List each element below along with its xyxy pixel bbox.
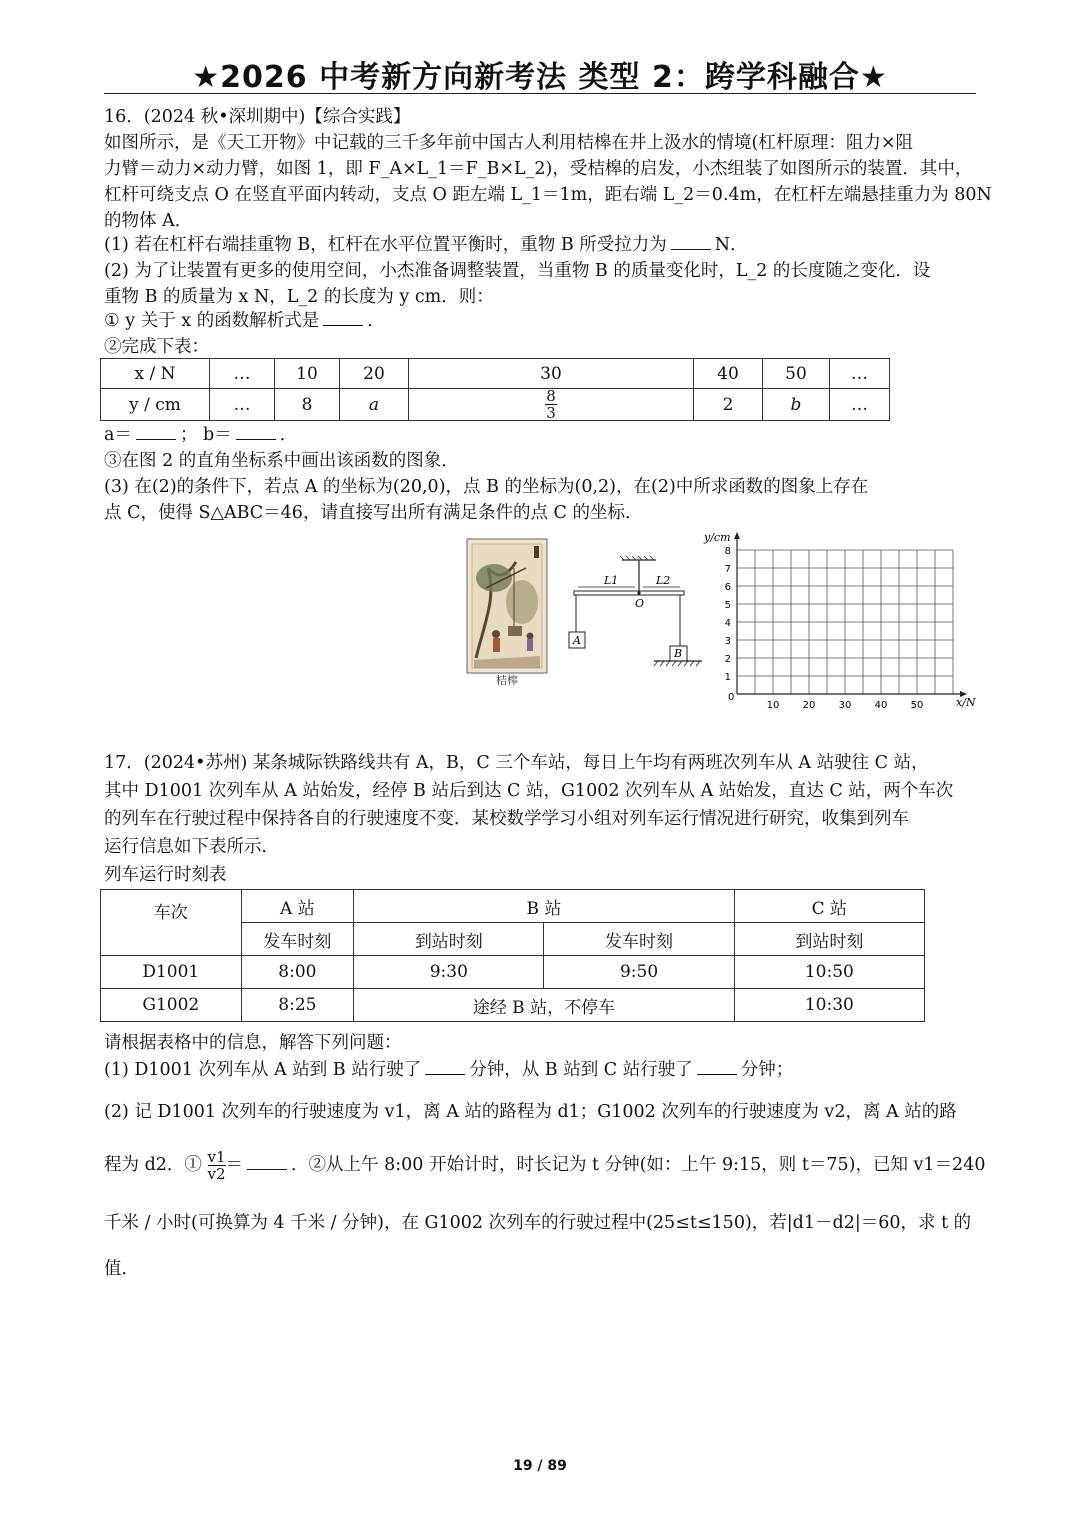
y-tick-label: 5 [724, 600, 731, 611]
q17-part2: (2) 记 D1001 次列车的行驶速度为 v1，离 A 站的路程为 d1；G1002 次列车的行驶速度为 v2，离 A 站的路 [104, 1102, 957, 1122]
painting-caption: 桔槔 [496, 674, 518, 687]
table-cell: G1002 [101, 989, 242, 1022]
y-tick-label: 8 [724, 546, 731, 557]
answer-blank-a[interactable] [136, 423, 176, 440]
q16-part3: 点 C，使得 S△ABC＝46，请直接写出所有满足条件的点 C 的坐标． [104, 503, 643, 523]
q17-part2-line4: 值． [104, 1259, 139, 1279]
page-number: 19 / 89 [513, 1458, 567, 1474]
weight-B-label: B [673, 647, 683, 660]
fraction-numerator: v1 [207, 1148, 226, 1166]
table-row [101, 890, 925, 923]
q16-text-line: 杠杆可绕支点 O 在竖直平面内转动，支点 O 距左端 L_1＝1m，距右端 L_2＝0.4m，在杠杆左端悬挂重力为 80N [104, 185, 992, 205]
table-header-a: A 站 [241, 890, 354, 923]
q16-part1-text: (1) 若在杠杆右端挂重物 B，杠杆在水平位置平衡时，重物 B 所受拉力为 [104, 235, 667, 255]
x-axis-label: x/N [956, 696, 976, 709]
equals-sign: ＝ [225, 1155, 244, 1175]
lever-label-L1: L1 [604, 574, 619, 587]
table-subheader: 发车时刻 [544, 923, 734, 956]
table-header-c: C 站 [734, 890, 924, 923]
lever-label-O: O [635, 597, 645, 610]
q16-sub1-text: ① y 关于 x 的函数解析式是 [104, 311, 320, 331]
q16-heading: 16．(2024 秋•深圳期中)【综合实践】 [104, 107, 411, 127]
fraction-numerator: 8 [546, 387, 556, 405]
table-subheader: 到站时刻 [734, 923, 924, 956]
q17-heading: 17．(2024•苏州) 某条城际铁路线共有 A，B，C 三个车站，每日上午均有两班次列车从 A 站驶往 C 站， [104, 753, 929, 773]
q16-part3: (3) 在(2)的条件下，若点 A 的坐标为(20,0)，点 B 的坐标为(0,2)，在(2)中所求函数的图象上存在 [104, 477, 869, 497]
table-header-train: 车次 [101, 890, 242, 956]
answer-blank[interactable] [697, 1058, 737, 1075]
v-ratio-fraction [207, 1150, 225, 1181]
q16-sub3: ③在图 2 的直角坐标系中画出该函数的图象． [104, 451, 459, 471]
y-axis-label: y/cm [704, 531, 731, 544]
table-cell: 9:50 [544, 956, 734, 989]
x-tick-label: 50 [910, 700, 924, 711]
x-tick-label: 10 [766, 700, 780, 711]
table-cell: … [210, 389, 275, 421]
lever-label-L2: L2 [656, 574, 671, 587]
table-header-b: B 站 [354, 890, 734, 923]
answer-blank[interactable] [425, 1058, 465, 1075]
q17-part2-line2 [104, 1148, 986, 1183]
table-cell: 8 [275, 389, 340, 421]
jiegao-painting-figure [466, 538, 548, 688]
table-cell: 10:30 [734, 989, 924, 1022]
table-cell: 8:00 [241, 956, 354, 989]
table-row [101, 956, 925, 989]
q17-text-line: 运行信息如下表所示． [104, 837, 279, 857]
q16-ab-line: a＝ ； b＝ ． [104, 425, 298, 445]
q17-part2-line3: 千米 / 小时(可换算为 4 千米 / 分钟)，在 G1002 次列车的行驶过程中(25≤t≤150)，若|d1－d2|＝60，求 t 的 [104, 1213, 972, 1233]
q17-part2-text: 程为 d2．① [104, 1155, 202, 1175]
x-tick-label: 40 [874, 700, 888, 711]
q16-part1 [104, 232, 980, 258]
table-cell: 2 [694, 389, 763, 421]
fraction-denominator: v2 [207, 1165, 226, 1183]
table-cell: a [340, 389, 409, 421]
q16-text-line: 如图所示，是《天工开物》中记载的三千多年前中国古人利用桔槔在井上汲水的情境(杠杆原理：阻力×阻 [104, 133, 913, 153]
y-tick-label: 4 [724, 618, 731, 629]
table-cell: 8:25 [241, 989, 354, 1022]
train-timetable [100, 889, 925, 1022]
table-cell: … [210, 359, 275, 389]
origin-label: 0 [728, 692, 735, 703]
table-row [101, 359, 890, 389]
answer-blank[interactable] [323, 309, 363, 326]
q16-sub2: ②完成下表： [104, 337, 209, 357]
table-cell: y / cm [101, 389, 210, 421]
table-cell: x / N [101, 359, 210, 389]
table-cell: D1001 [101, 956, 242, 989]
y-tick-label: 1 [724, 672, 731, 683]
table-cell: 20 [340, 359, 409, 389]
y-axis-arrow [734, 532, 740, 539]
table-cell: b [763, 389, 830, 421]
table-row [101, 989, 925, 1022]
table-cell: 30 [409, 359, 694, 389]
timetable-title: 列车运行时刻表 [104, 865, 227, 885]
table-cell-fraction [409, 389, 694, 421]
q17-part1-text: (1) D1001 次列车从 A 站到 B 站行驶了 [104, 1060, 422, 1080]
answer-blank[interactable] [247, 1153, 287, 1170]
q17-part2-text: ．②从上午 8:00 开始计时，时长记为 t 分钟(如：上午 9:15，则 t＝75)，已知 v1＝240 [291, 1155, 986, 1175]
q17-part1 [104, 1057, 980, 1083]
table-cell: 9:30 [354, 956, 544, 989]
table-cell: 50 [763, 359, 830, 389]
lever-diagram [560, 556, 708, 676]
table-cell: 途经 B 站，不停车 [354, 989, 734, 1022]
answer-blank[interactable] [671, 233, 711, 250]
weight-A-label: A [573, 634, 581, 647]
table-row [101, 389, 890, 421]
table-subheader: 到站时刻 [354, 923, 544, 956]
q17-part1-text: 分钟； [740, 1060, 794, 1080]
q17-part1-text: 分钟，从 B 站到 C 站行驶了 [469, 1060, 693, 1080]
y-tick-label: 3 [724, 636, 731, 647]
b-label: ； b＝ [179, 425, 232, 445]
q16-text-line: 的物体 A． [104, 211, 193, 231]
page-header-title: ★2026 中考新方向新考法 类型 2：跨学科融合★ [192, 60, 888, 95]
q16-part1-unit: N． [714, 235, 748, 255]
table-cell: … [830, 359, 890, 389]
q17-prompt: 请根据表格中的信息，解答下列问题： [104, 1033, 402, 1053]
q16-part2: (2) 为了让装置有更多的使用空间，小杰准备调整装置，当重物 B 的质量变化时，L_2 的长度随之变化．设 [104, 261, 931, 281]
q16-text-line: 力臂＝动力×动力臂，如图 1，即 F_A×L_1＝F_B×L_2)，受桔槔的启发，小杰组装了如图所示的装置．其中， [104, 159, 973, 179]
table-cell: 10 [275, 359, 340, 389]
fraction-denominator: 3 [546, 404, 556, 422]
y-tick-label: 6 [724, 582, 731, 593]
coordinate-grid-figure [700, 528, 980, 716]
q16-part2: 重物 B 的质量为 x N，L_2 的长度为 y cm．则： [104, 287, 494, 307]
a-label: a＝ [104, 425, 132, 445]
answer-blank-b[interactable] [236, 423, 276, 440]
table-cell: 10:50 [734, 956, 924, 989]
x-tick-label: 20 [802, 700, 816, 711]
x-tick-label: 30 [838, 700, 852, 711]
y-tick-label: 7 [724, 564, 731, 575]
q17-text-line: 其中 D1001 次列车从 A 站始发，经停 B 站后到达 C 站，G1002 次列车从 A 站始发，直达 C 站，两个车次 [104, 781, 954, 801]
header-divider [104, 93, 976, 94]
xy-value-table [100, 358, 890, 421]
y-tick-label: 2 [724, 654, 731, 665]
table-subheader: 发车时刻 [241, 923, 354, 956]
table-cell: … [830, 389, 890, 421]
q16-sub1: ① y 关于 x 的函数解析式是 ． [104, 311, 385, 331]
table-cell: 40 [694, 359, 763, 389]
q17-text-line: 的列车在行驶过程中保持各自的行驶速度不变．某校数学学习小组对列车运行情况进行研究，收集到列车 [104, 809, 909, 829]
fraction [545, 389, 557, 420]
